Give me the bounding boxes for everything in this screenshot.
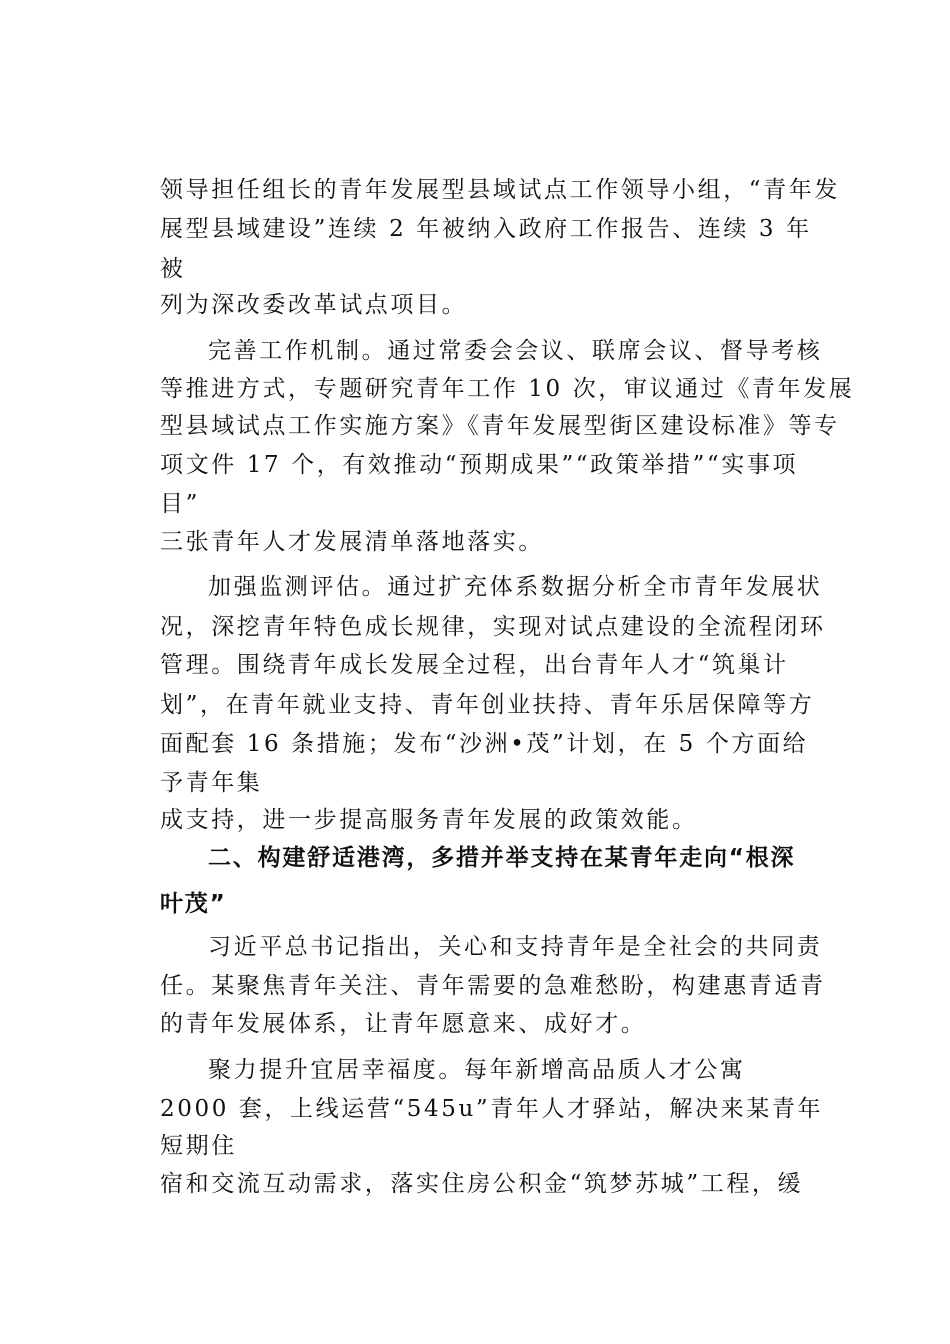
body-text-line: 项文件 17 个，有效推动“预期成果”“政策举措”“实事项 xyxy=(160,452,799,478)
body-text-line: 成支持，进一步提高服务青年发展的政策效能。 xyxy=(160,807,698,833)
body-text-line: 目” xyxy=(160,491,200,517)
body-text-line: 领导担任组长的青年发展型县域试点工作领导小组，“青年发 xyxy=(160,177,840,203)
section-heading-continuation: 叶茂” xyxy=(160,891,227,917)
paragraph-first-line: 完善工作机制。通过常委会会议、联席会议、督导考核 xyxy=(208,338,823,364)
body-text-line: 等推进方式，专题研究青年工作 10 次，审议通过《青年发展 xyxy=(160,376,855,402)
body-text-line: 列为深改委改革试点项目。 xyxy=(160,292,468,318)
body-text-line: 三张青年人才发展清单落地落实。 xyxy=(160,529,544,555)
body-text-line: 型县域试点工作实施方案》《青年发展型街区建设标准》等专 xyxy=(160,413,840,439)
body-text-line: 2000 套，上线运营“545u”青年人才驿站，解决来某青年 xyxy=(160,1096,824,1122)
paragraph-first-line: 聚力提升宜居幸福度。每年新增高品质人才公寓 xyxy=(208,1057,746,1083)
paragraph-first-line: 习近平总书记指出，关心和支持青年是全社会的共同责 xyxy=(208,934,823,960)
body-text-line: 面配套 16 条措施；发布“沙洲•茂”计划，在 5 个方面给 xyxy=(160,731,809,757)
body-text-line: 管理。围绕青年成长发展全过程，出台青年人才“筑巢计 xyxy=(160,652,789,678)
section-heading: 二、构建舒适港湾，多措并举支持在某青年走向“根深 xyxy=(208,845,796,871)
body-text-line: 予青年集 xyxy=(160,770,263,796)
body-text-line: 任。某聚焦青年关注、青年需要的急难愁盼，构建惠青适青 xyxy=(160,973,826,999)
body-text-line: 宿和交流互动需求，落实住房公积金“筑梦苏城”工程，缓 xyxy=(160,1171,804,1197)
body-text-line: 短期住 xyxy=(160,1133,237,1159)
body-text-line: 被 xyxy=(160,256,186,282)
body-text-line: 的青年发展体系，让青年愿意来、成好才。 xyxy=(160,1011,647,1037)
body-text-line: 展型县域建设”连续 2 年被纳入政府工作报告、连续 3 年 xyxy=(160,216,812,242)
body-text-line: 划”，在青年就业支持、青年创业扶持、青年乐居保障等方 xyxy=(160,692,815,718)
paragraph-first-line: 加强监测评估。通过扩充体系数据分析全市青年发展状 xyxy=(208,574,823,600)
body-text-line: 况，深挖青年特色成长规律，实现对试点建设的全流程闭环 xyxy=(160,614,826,640)
